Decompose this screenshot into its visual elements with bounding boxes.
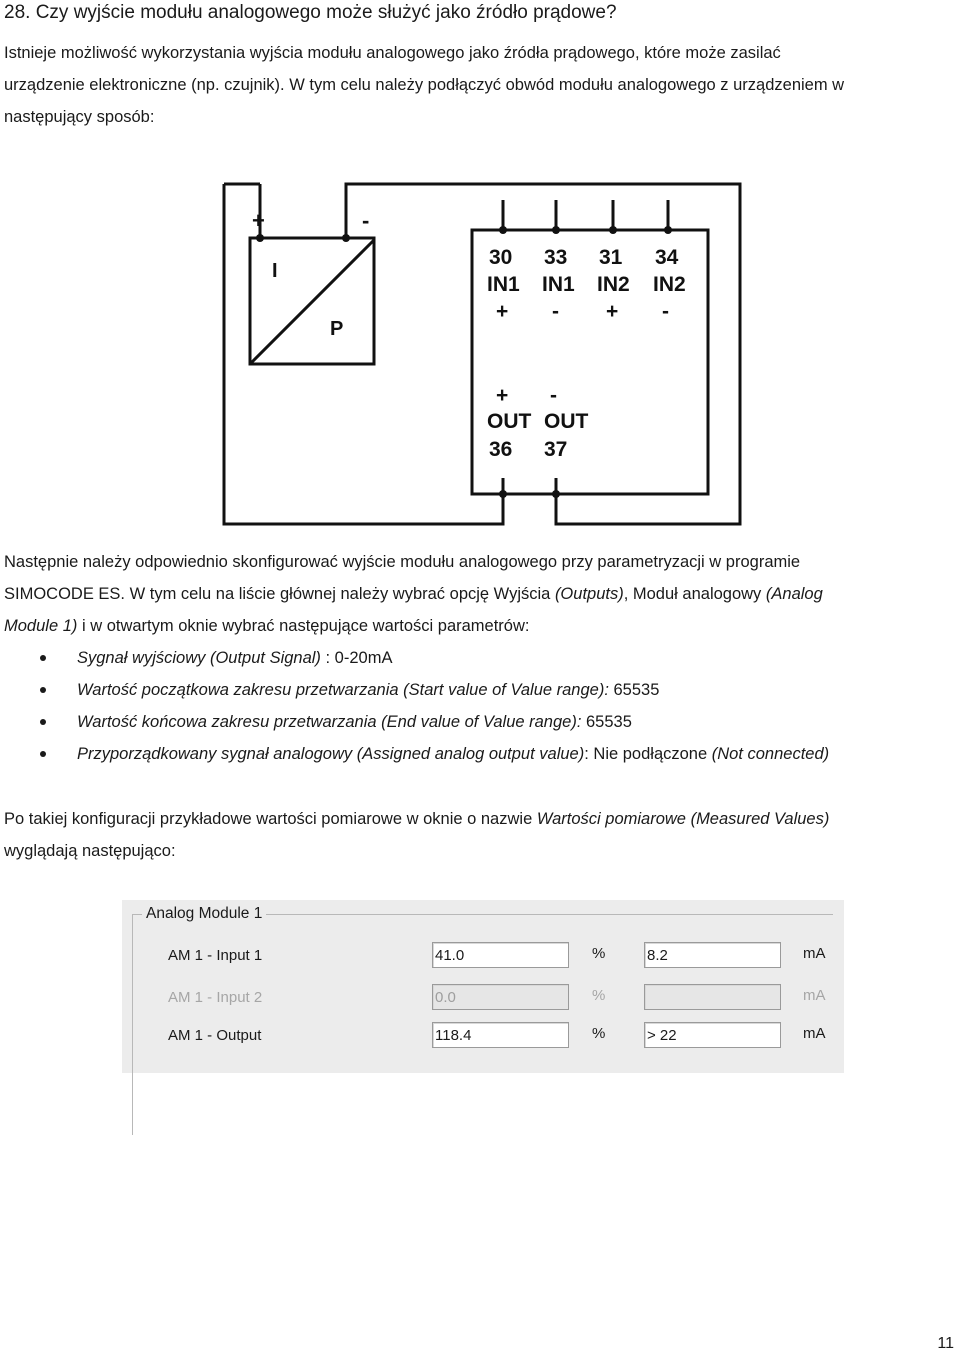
terminal-sign: - [550, 384, 557, 407]
group-title: Analog Module 1 [142, 905, 266, 923]
list-item [40, 706, 829, 738]
after-line-2: wyglądają następująco: [4, 842, 176, 860]
param-label: Wartość końcowa zakresu przetwarzania (End value of Value range): [77, 713, 582, 731]
intro-line-1: Istnieje możliwość wykorzystania wyjścia modułu analogowego jako źródła prądowego, które może zasilać [4, 44, 781, 62]
after-text: Po takiej konfiguracji przykładowe wartości pomiarowe w oknie o nazwie [4, 810, 537, 828]
param-label: Sygnał wyjściowy (Output Signal) [77, 649, 326, 667]
sensor-i-label: I [272, 260, 278, 282]
percent-unit: % [592, 945, 606, 962]
bullet-icon [40, 719, 46, 725]
percent-unit: % [592, 1025, 606, 1042]
param-value: : Nie podłączone [584, 745, 712, 763]
terminal-sign: - [662, 300, 669, 323]
config-line-2 [4, 578, 954, 610]
config-line-1: Następnie należy odpowiednio skonfigurować wyjście modułu analogowego przy parametryzacji w programie [4, 553, 801, 571]
config-italic: (Outputs) [554, 585, 624, 603]
output-ma-field[interactable]: > 22 [644, 1022, 781, 1048]
row-label-output: AM 1 - Output [168, 1027, 262, 1044]
terminal-sign: + [606, 300, 619, 323]
sensor-diagonal [250, 240, 374, 364]
intro-line-2: urządzenie elektroniczne (np. czujnik). W tym celu należy podłączyć obwód modułu analogowego z urządzeniem w [4, 76, 845, 94]
output-percent-field[interactable]: 118.4 [432, 1022, 569, 1048]
config-text: , Moduł analogowy [623, 585, 766, 603]
list-item [40, 738, 829, 770]
sensor-minus-terminal [342, 234, 350, 242]
param-value-italic: (Not connected) [711, 745, 830, 763]
input-1-ma-field[interactable]: 8.2 [644, 942, 781, 968]
terminal-number: 37 [544, 438, 568, 461]
terminal-number: 34 [655, 246, 679, 269]
config-italic: Module 1) [4, 617, 78, 635]
config-italic: (Analog [765, 585, 823, 603]
param-value: : 0-20mA [325, 649, 393, 667]
analog-module-panel [122, 900, 844, 1073]
sensor-plus-terminal [256, 234, 264, 242]
terminal-33 [552, 226, 560, 234]
page-number: 11 [937, 1335, 954, 1352]
input-2-ma-field[interactable] [644, 984, 781, 1010]
terminal-31 [609, 226, 617, 234]
terminal-34 [664, 226, 672, 234]
after-italic: Wartości pomiarowe (Measured Values) [536, 810, 830, 828]
ma-unit: mA [803, 987, 826, 1004]
terminal-30 [499, 226, 507, 234]
parameter-list [40, 642, 829, 770]
page-heading: 28. Czy wyjście modułu analogowego może służyć jako źródło prądowe? [4, 2, 617, 23]
terminal-name: OUT [544, 410, 589, 433]
list-item [40, 674, 829, 706]
terminal-sign: + [496, 300, 509, 323]
config-text: i w otwartym oknie wybrać następujące wartości parametrów: [77, 617, 530, 635]
after-line-1 [4, 803, 954, 835]
terminal-number: 30 [489, 246, 513, 269]
ma-unit: mA [803, 945, 826, 962]
terminal-name: OUT [487, 410, 532, 433]
wire-plus [224, 184, 503, 524]
bullet-icon [40, 655, 46, 661]
terminal-sign: - [552, 300, 559, 323]
percent-unit: % [592, 987, 606, 1004]
terminal-number: 36 [489, 438, 513, 461]
row-label-input-2: AM 1 - Input 2 [168, 989, 263, 1006]
list-item [40, 642, 829, 674]
bullet-icon [40, 687, 46, 693]
terminal-sign: + [496, 384, 509, 407]
param-value: 65535 [608, 681, 660, 699]
row-label-input-1: AM 1 - Input 1 [168, 947, 263, 964]
sensor-p-label: P [330, 318, 344, 340]
param-label: Wartość początkowa zakresu przetwarzania (Start value of Value range): [77, 681, 609, 699]
config-text: SIMOCODE ES. W tym celu na liście głównej należy wybrać opcję Wyjścia [4, 585, 555, 603]
input-1-percent-field[interactable]: 41.0 [432, 942, 569, 968]
config-paragraph [4, 546, 954, 642]
terminal-name: IN2 [653, 273, 686, 296]
param-label: Przyporządkowany sygnał analogowy (Assigned analog output value) [77, 745, 585, 763]
wiring-diagram [0, 0, 960, 540]
wire-minus [556, 184, 740, 524]
sensor-plus-label: + [252, 208, 265, 233]
ma-unit: mA [803, 1025, 826, 1042]
bullet-icon [40, 751, 46, 757]
param-value: 65535 [581, 713, 632, 731]
sensor-minus-label: - [362, 208, 370, 233]
after-paragraph [4, 803, 954, 867]
terminal-name: IN1 [487, 273, 520, 296]
intro-line-3: następujący sposób: [4, 108, 155, 126]
terminal-number: 33 [544, 246, 568, 269]
terminal-name: IN1 [542, 273, 575, 296]
terminal-number: 31 [599, 246, 623, 269]
config-line-3 [4, 610, 954, 642]
input-2-percent-field[interactable]: 0.0 [432, 984, 569, 1010]
terminal-37 [552, 490, 560, 498]
terminal-36 [499, 490, 507, 498]
terminal-name: IN2 [597, 273, 630, 296]
